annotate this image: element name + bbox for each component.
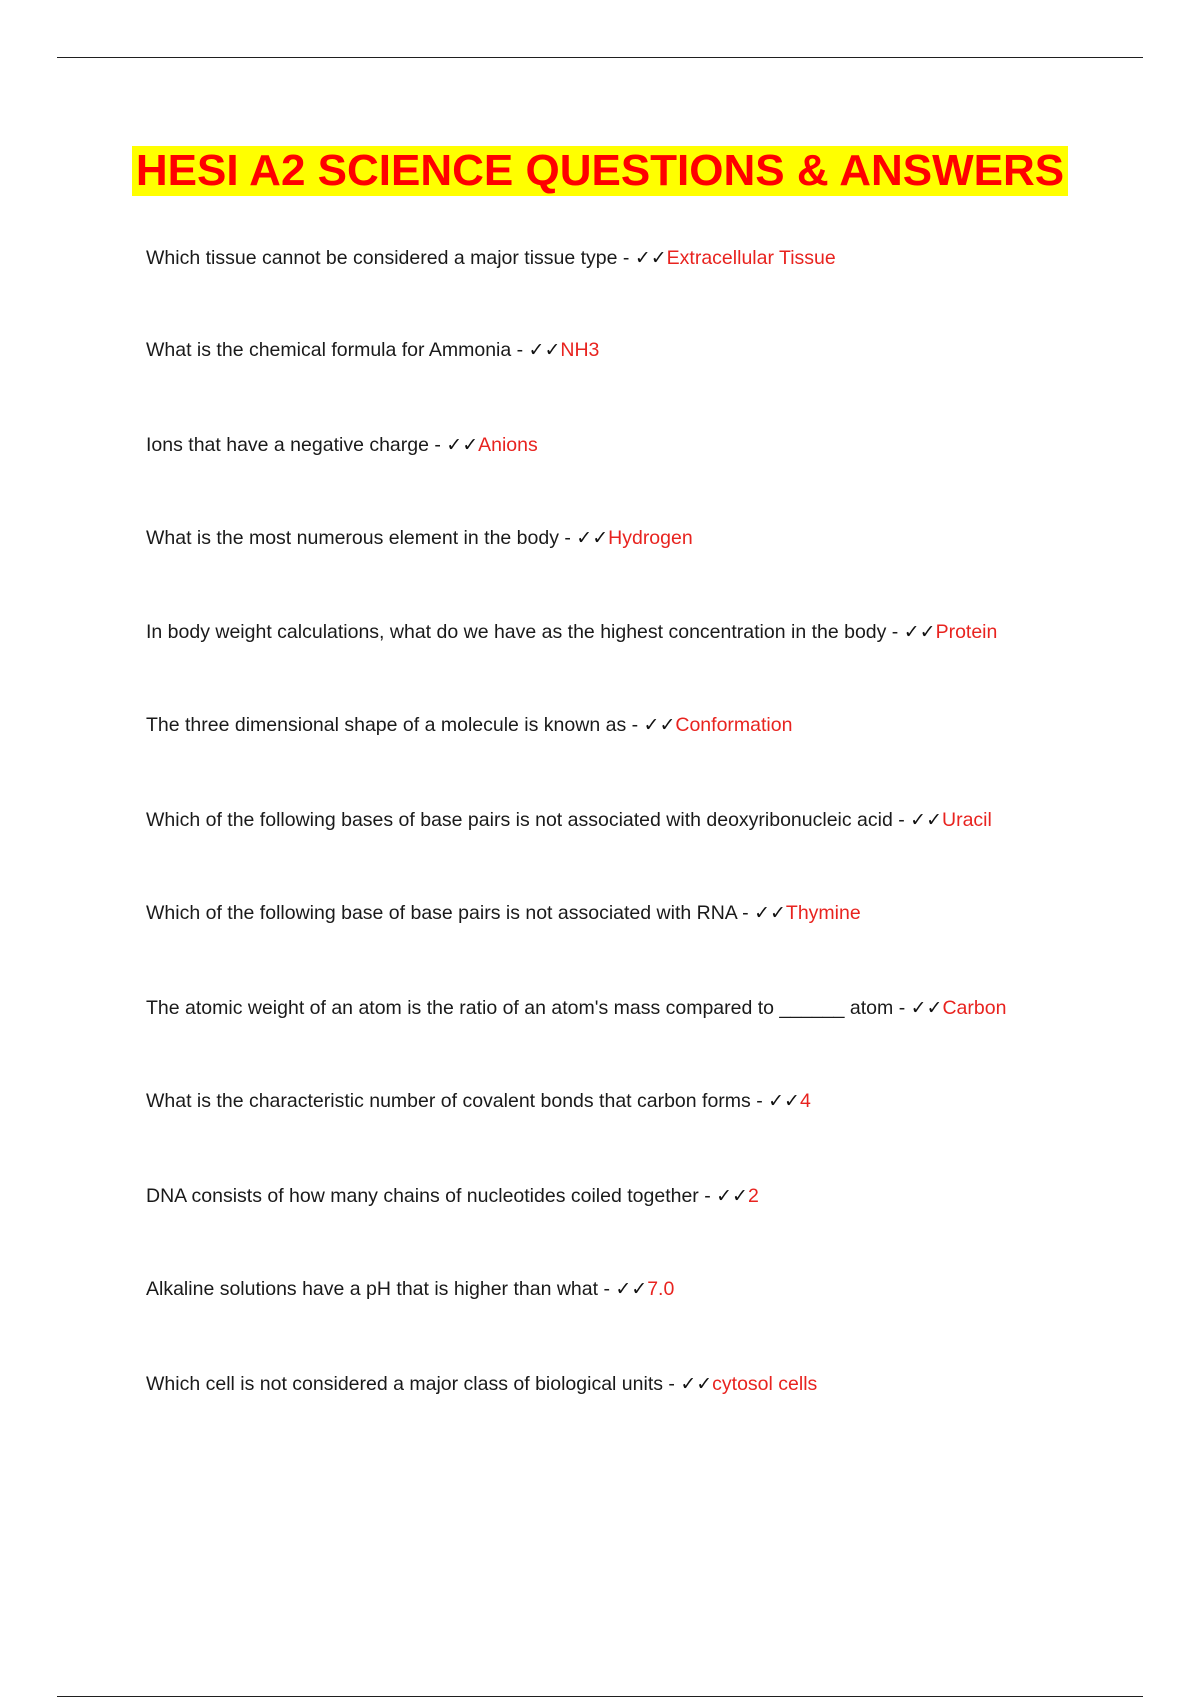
qa-item — [146, 994, 1146, 1022]
qa-item — [146, 244, 1146, 272]
question-text: Which of the following base of base pairs is not associated with RNA - — [146, 902, 755, 924]
answer-text: 2 — [747, 1185, 759, 1207]
page-title: HESI A2 SCIENCE QUESTIONS & ANSWERS — [132, 146, 1068, 196]
answer-text: NH3 — [560, 339, 600, 361]
question-text: Which tissue cannot be considered a major tissue type - — [146, 247, 635, 269]
answer-text: Hydrogen — [608, 527, 693, 549]
qa-item — [146, 618, 1146, 646]
check-mark-icon: ✓✓ — [910, 997, 943, 1019]
question-text: In body weight calculations, what do we have as the highest concentration in the body - — [146, 621, 904, 643]
qa-item — [146, 711, 1146, 739]
answer-text: Anions — [478, 434, 538, 456]
check-mark-icon: ✓✓ — [768, 1090, 800, 1112]
answer-text: Carbon — [942, 997, 1007, 1019]
answer-text: Conformation — [675, 714, 793, 736]
question-text: The atomic weight of an atom is the ratio of an atom's mass compared to ______ atom - — [146, 997, 911, 1019]
question-text: What is the chemical formula for Ammonia - — [146, 339, 529, 361]
answer-text: Thymine — [785, 902, 861, 924]
check-mark-icon: ✓✓ — [446, 434, 479, 456]
question-text: Which of the following bases of base pairs is not associated with deoxyribonucleic acid - — [146, 809, 911, 831]
qa-item — [146, 431, 1146, 459]
check-mark-icon: ✓✓ — [634, 247, 667, 269]
check-mark-icon: ✓✓ — [615, 1278, 648, 1300]
answer-text: Uracil — [942, 809, 992, 831]
qa-item — [146, 1182, 1146, 1210]
qa-item — [146, 899, 1146, 927]
question-text: Which cell is not considered a major class of biological units - — [146, 1373, 681, 1395]
qa-item — [146, 1370, 1146, 1398]
question-text: Ions that have a negative charge - — [146, 434, 447, 456]
check-mark-icon: ✓✓ — [643, 714, 676, 736]
question-text: DNA consists of how many chains of nucleotides coiled together - — [146, 1185, 717, 1207]
qa-item — [146, 336, 1146, 364]
answer-text: 7.0 — [647, 1278, 675, 1300]
answer-text: Extracellular Tissue — [666, 247, 836, 269]
question-text: The three dimensional shape of a molecule is known as - — [146, 714, 644, 736]
qa-item — [146, 1275, 1146, 1303]
bottom-rule — [57, 1696, 1143, 1697]
qa-item — [146, 524, 1146, 552]
answer-text: 4 — [799, 1090, 811, 1112]
check-mark-icon: ✓✓ — [528, 339, 561, 361]
check-mark-icon: ✓✓ — [754, 902, 786, 924]
check-mark-icon: ✓✓ — [680, 1373, 713, 1395]
answer-text: cytosol cells — [712, 1373, 818, 1395]
qa-item — [146, 806, 1146, 834]
question-text: What is the most numerous element in the body - — [146, 527, 577, 549]
check-mark-icon: ✓✓ — [716, 1185, 748, 1207]
check-mark-icon: ✓✓ — [576, 527, 609, 549]
question-text: What is the characteristic number of covalent bonds that carbon forms - — [146, 1090, 769, 1112]
check-mark-icon: ✓✓ — [910, 809, 942, 831]
answer-text: Protein — [935, 621, 998, 643]
qa-item — [146, 1087, 1146, 1115]
check-mark-icon: ✓✓ — [903, 621, 936, 643]
question-text: Alkaline solutions have a pH that is higher than what - — [146, 1278, 616, 1300]
